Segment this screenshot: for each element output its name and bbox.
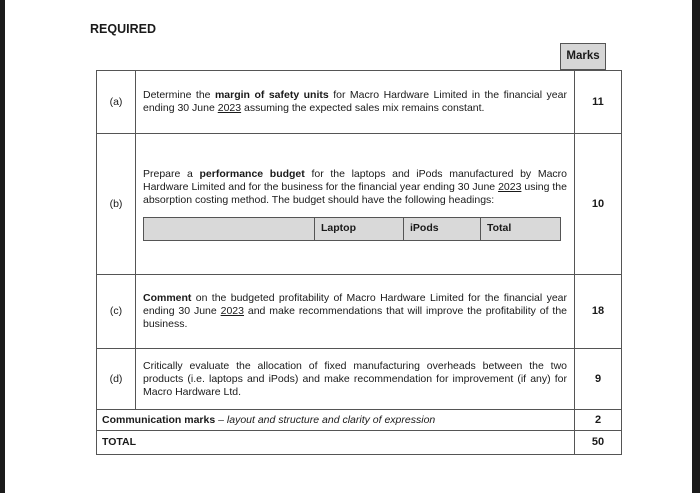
- budget-headings-table: [143, 217, 561, 241]
- communication-label: Communication marks – layout and structure and clarity of expression: [97, 410, 575, 431]
- question-text: Determine the margin of safety units for Macro Hardware Limited in the financial year ending 30 June 2023 assuming the expected sales mix remains constant.: [136, 71, 575, 134]
- question-text: Prepare a performance budget for the laptops and iPods manufactured by Macro Hardware Limited and for the business for the financial year ending 30 June 2023 using the absorption costing method. The budget should have the following headings: Laptop iPods Total: [136, 134, 575, 275]
- question-letter: (c): [97, 275, 136, 349]
- question-letter: (a): [97, 71, 136, 134]
- marks-column-header: Marks: [560, 43, 606, 70]
- budget-heading-laptop: Laptop: [315, 217, 404, 240]
- question-text: Comment on the budgeted profitability of Macro Hardware Limited for the financial year ending 30 June 2023 and make recommendations that will improve the profitability of the business.: [136, 275, 575, 349]
- communication-marks: 2: [575, 410, 622, 431]
- question-letter: (b): [97, 134, 136, 275]
- question-row-c: [97, 275, 622, 349]
- total-label: TOTAL: [97, 431, 575, 455]
- question-row-d: [97, 349, 622, 410]
- question-marks: 18: [575, 275, 622, 349]
- question-marks: 10: [575, 134, 622, 275]
- question-row-a: [97, 71, 622, 134]
- budget-heading-ipods: iPods: [404, 217, 481, 240]
- left-photo-edge: [0, 0, 5, 493]
- question-row-b: [97, 134, 622, 275]
- total-marks: 50: [575, 431, 622, 455]
- communication-row: [97, 410, 622, 431]
- page-heading: REQUIRED: [90, 22, 156, 36]
- total-row: [97, 431, 622, 455]
- question-letter: (d): [97, 349, 136, 410]
- requirements-table: [96, 70, 622, 455]
- budget-heading-total: Total: [481, 217, 561, 240]
- right-photo-edge: [692, 0, 700, 493]
- budget-heading-blank: [144, 217, 315, 240]
- question-marks: 11: [575, 71, 622, 134]
- question-marks: 9: [575, 349, 622, 410]
- question-text: Critically evaluate the allocation of fixed manufacturing overheads between the two products (i.e. laptops and iPods) and make recommendation for improvement (if any) for Macro Hardware Ltd.: [136, 349, 575, 410]
